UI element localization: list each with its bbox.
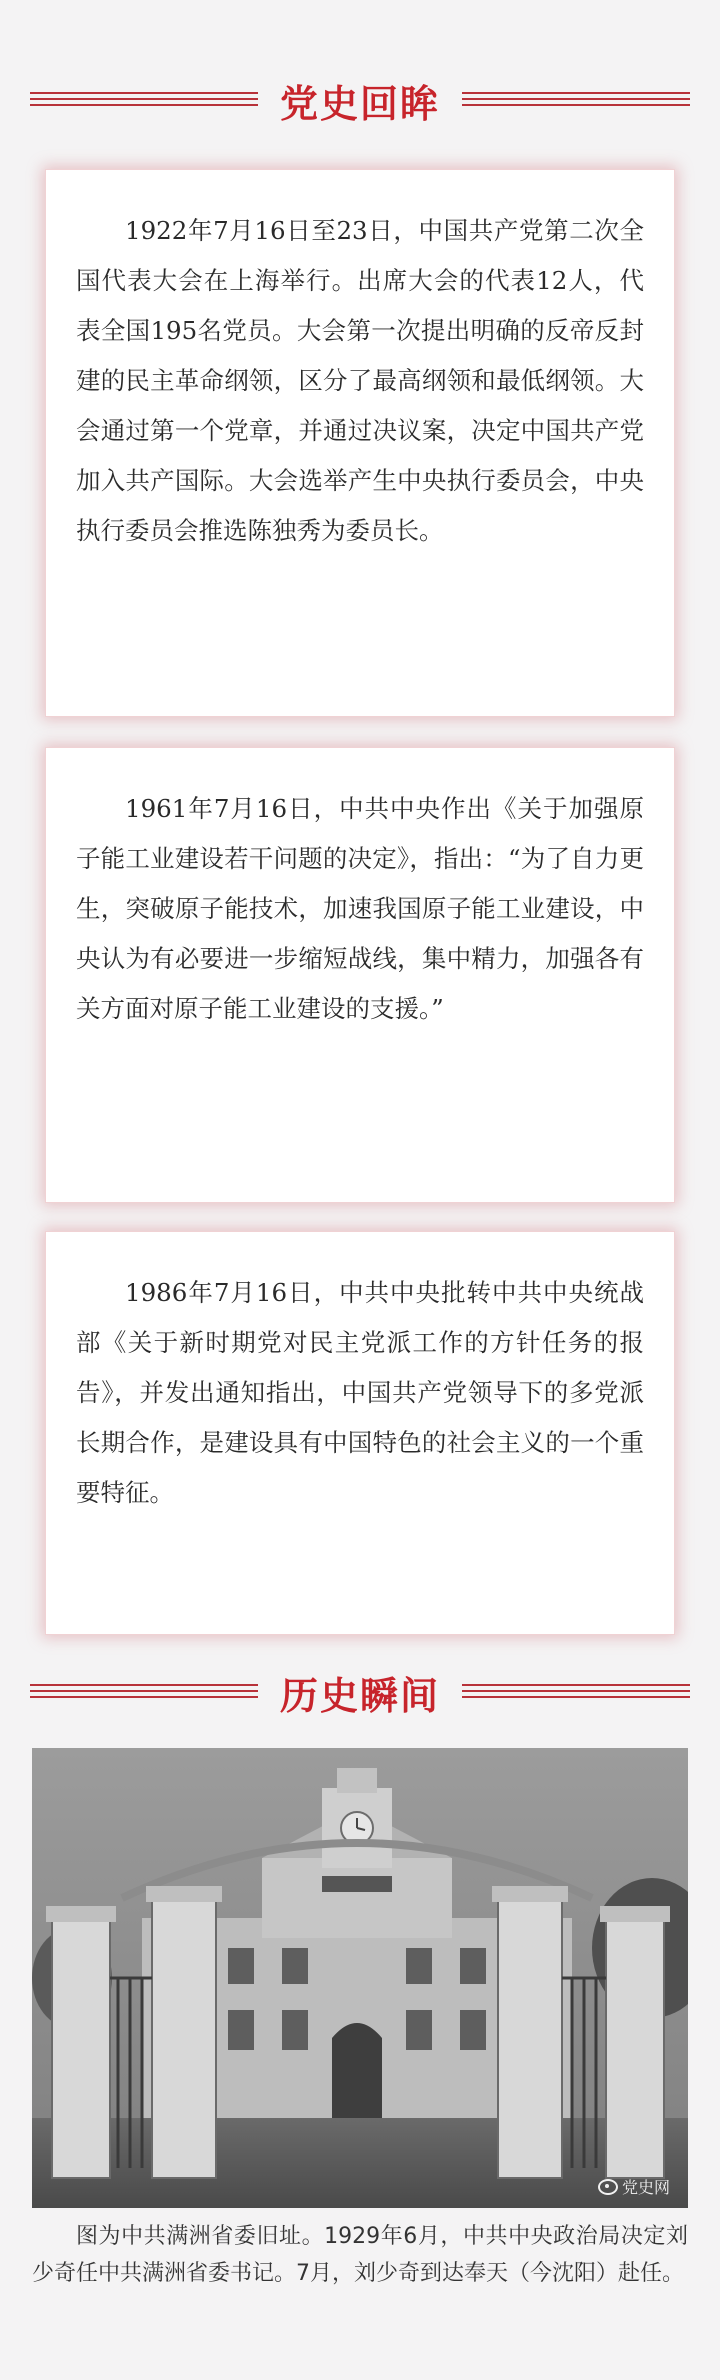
- decorative-rule-left: [30, 92, 258, 106]
- history-card-1922: [46, 170, 674, 716]
- historic-photo: [32, 1748, 688, 2208]
- section-header-history-moment: [0, 1662, 720, 1722]
- card-text: 1922年7月16日至23日，中国共产党第二次全国代表大会在上海举行。出席大会的代表12人，代表全国195名党员。大会第一次提出明确的反帝反封建的民主革命纲领，区分了最高纲领和最低纲领。大会通过第一个党章，并通过决议案，决定中国共产党加入共产国际。大会选举产生中央执行委员会，中央执行委员会推选陈独秀为委员长。: [76, 216, 644, 545]
- history-card-1986: [46, 1232, 674, 1634]
- building-illustration: [32, 1748, 688, 2208]
- decorative-rule-left: [30, 1684, 258, 1698]
- watermark-text: 党史网: [621, 2178, 670, 2197]
- photo-caption: 图为中共满洲省委旧址。1929年6月，中共中央政治局决定刘少奇任中共满洲省委书记。7月，刘少奇到达奉天（今沈阳）赴任。: [32, 2224, 688, 2286]
- card-text: 1986年7月16日，中共中央批转中共中央统战部《关于新时期党对民主党派工作的方针任务的报告》，并发出通知指出，中国共产党领导下的多党派长期合作，是建设具有中国特色的社会主义的一个重要特征。: [76, 1278, 644, 1507]
- section-header-history-review: [0, 70, 720, 130]
- history-card-1961: [46, 748, 674, 1202]
- section-title: 历史瞬间: [279, 1673, 440, 1718]
- decorative-rule-right: [462, 92, 690, 106]
- card-text: 1961年7月16日，中共中央作出《关于加强原子能工业建设若干问题的决定》，指出：“为了自力更生，突破原子能技术，加速我国原子能工业建设，中央认为有必要进一步缩短战线，集中精力，加强各有关方面对原子能工业建设的支援。”: [76, 794, 644, 1023]
- section-title: 党史回眸: [279, 81, 440, 126]
- photo-watermark: [598, 2175, 670, 2198]
- decorative-rule-right: [462, 1684, 690, 1698]
- weibo-logo-icon: [598, 2179, 618, 2195]
